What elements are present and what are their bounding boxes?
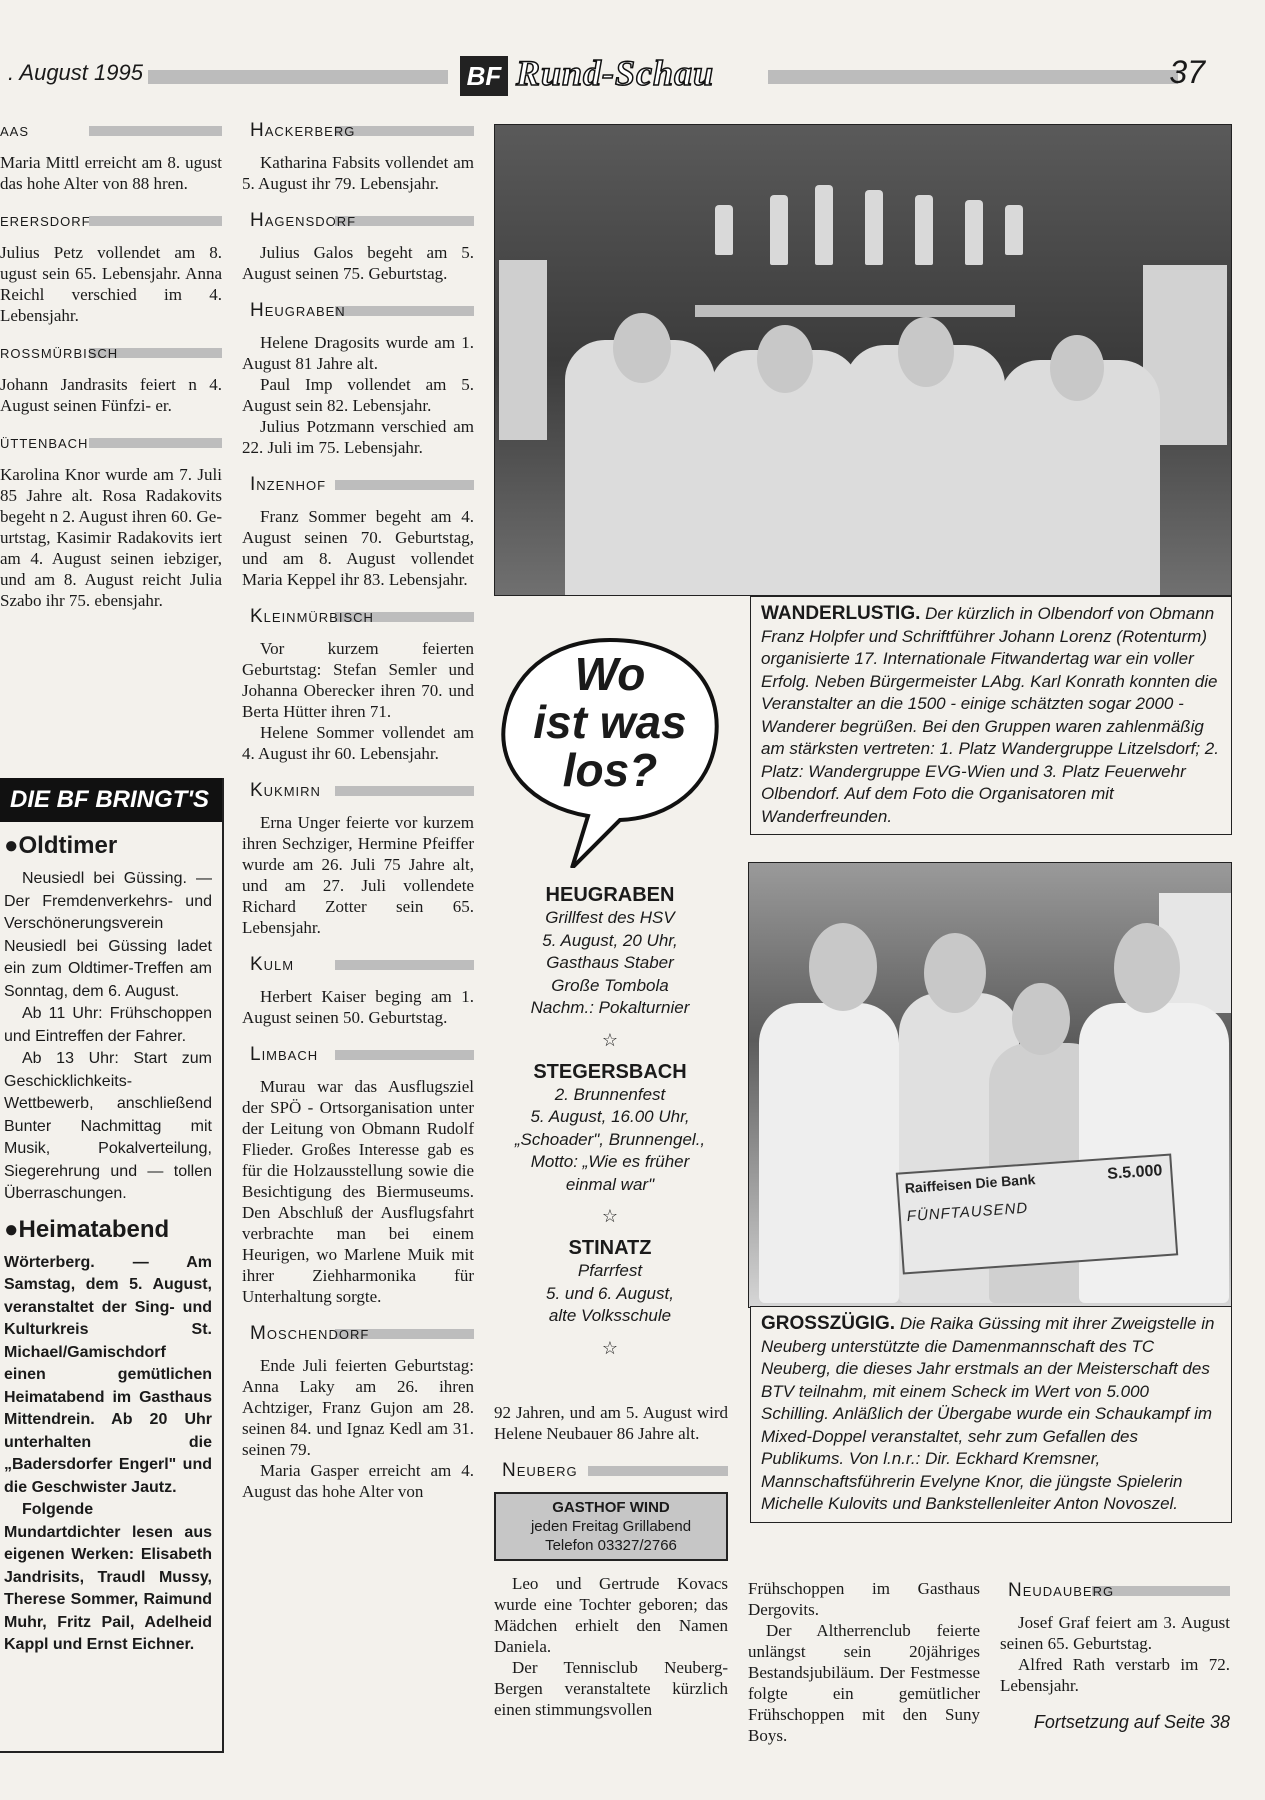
section-text: Paul Imp vollendet am 5. August sein 82. Lebensjahr.	[242, 375, 474, 415]
person-head	[1012, 983, 1070, 1055]
star-icon: ☆	[601, 1337, 619, 1358]
person-head	[613, 313, 671, 383]
section-heading: Neuberg	[494, 1458, 728, 1484]
event-line: „Schoader", Brunnengel.,	[514, 1129, 706, 1149]
event-stegersbach	[494, 1061, 726, 1197]
cheque-words: FÜNFTAUSEND	[906, 1199, 1029, 1226]
caption-text: Die Raika Güssing mit ihrer Zweigstelle in Neuberg unterstützte die Damenmannschaft des TC Neuberg, die dieses Jahr erstmals an der Meisterschaft des BTV teilnahm, mit einem Scheck im Wert von 5.000 Schilling. Anläßlich der Übergabe wurde ein Schaukampf im Mixed-Doppel veranstaltet, sehr zum Gefallen des Publikums. Von l.n.r.: Dir. Eckhard Kremsner, Mannschaftsführerin Evelyne Knor, die jüngste Spielerin Michelle Kulovits und Bankstellenleiter Anton Novoszel.	[761, 1314, 1215, 1513]
caption-grosszuegig	[750, 1306, 1232, 1523]
heimatabend-heading: ● Heimatabend	[4, 1216, 212, 1244]
section-text: Alfred Rath verstarb im 72. Lebensjahr.	[1000, 1655, 1230, 1695]
window-left	[499, 260, 547, 440]
event-line: 2. Brunnenfest	[554, 1084, 666, 1104]
section-grossmuerbisch	[0, 340, 222, 416]
section-guettenbach	[0, 430, 222, 611]
section-text: Johann Jandrasits feiert n 4. August seinen Fünfzi- er.	[0, 375, 222, 415]
section-text: Leo und Gertrude Kovacs wurde eine Tochter geboren; das Mädchen erhielt den Namen Daniela.	[494, 1574, 728, 1656]
trophy-icon	[915, 195, 933, 265]
event-line: alte Volksschule	[548, 1306, 672, 1325]
bubble-line: los?	[562, 744, 658, 796]
page-number: 37	[1169, 54, 1205, 90]
cheque	[896, 1153, 1178, 1274]
event-heugraben	[494, 884, 726, 1020]
section-text: Erna Unger feierte vor kurzem ihren Sechziger, Hermine Pfeiffer wurde am 26. Juli 75 Jahre alt, und am 27. Juli vollendete Richard Zotter sein 65. Lebensjahr.	[242, 813, 474, 937]
section-text: Julius Potzmann verschied am 22. Juli im 75. Lebensjahr.	[242, 417, 474, 457]
bf-bringts-box	[0, 778, 224, 1753]
section-text: Maria Mittl erreicht am 8. ugust das hohe Alter von 88 hren.	[0, 153, 222, 193]
heimatabend-text: Folgende Mundartdichter lesen aus eigenen Werken: Elisabeth Jandrisits, Traudl Mussy, Therese Sommer, Raimund Muhr, Fritz Pail, Adelheid Kappl und Ernst Eichner.	[4, 1501, 212, 1653]
section-heading: aas	[0, 118, 222, 144]
section-text: Maria Gasper erreicht am 4. August das hohe Alter von	[242, 1461, 474, 1501]
trophy-icon	[965, 200, 983, 265]
event-line: Motto: „Wie es früher	[530, 1152, 690, 1171]
event-stinatz	[494, 1237, 726, 1328]
section-heugraben	[242, 298, 474, 458]
header-rule-right	[768, 70, 1178, 84]
section-heading: Hagensdorf	[242, 208, 474, 234]
section-text: Katharina Fabsits vollendet am 5. August ihr 79. Lebensjahr.	[242, 153, 474, 193]
bubble-line: ist was	[533, 696, 687, 748]
section-limbach	[242, 1042, 474, 1307]
caption-text: Der kürzlich in Olbendorf von Obmann Franz Holpfer und Schriftführer Johann Lorenz (Rotenturm) organisierte 17. Internationale Fitwandertag war ein voller Erfolg. Neben Bürgermeister LAbg. Karl Konrath konnten die Veranstalter an die 1500 - einige schätzten sogar 2000 - Wanderer begrüßen. Bei den Gruppen waren zahlenmäßig am stärksten vertreten: 1. Platz Wandergruppe Litzelsdorf; 2. Platz: Wandergruppe EVG-Wien und 3. Platz Feuerwehr Olbendorf. Auf dem Foto die Organisatoren mit Wanderfreunden.	[761, 604, 1219, 826]
section-text: Ende Juli feierten Geburtstag: Anna Laky am 26. ihren Achtziger, Franz Gujon am 28. seinen 84. und Ignaz Kedl am 31. seinen 79.	[242, 1356, 474, 1459]
photo-grosszuegig	[748, 862, 1232, 1308]
section-text: Helene Sommer vollendet am 4. August ihr 60. Lebensjahr.	[242, 723, 474, 763]
person-head	[898, 317, 954, 387]
star-icon: ☆	[601, 1206, 619, 1226]
person-head	[1114, 923, 1180, 1013]
section-gerersdorf	[0, 208, 222, 326]
section-heading: Neudauberg	[1000, 1578, 1230, 1604]
column-4-bottom	[748, 1578, 980, 1746]
photo-wanderlustig	[494, 124, 1232, 596]
section-heading: erersdorf	[0, 208, 222, 234]
section-text: Vor kurzem feierten Geburtstag: Stefan Semler und Johanna Oberecker ihren 70. und Berta Hütter ihren 71.	[242, 639, 474, 721]
section-text: Julius Petz vollendet am 8. ugust sein 65. Lebensjahr. Anna Reichl verschied im 4. Lebensjahr.	[0, 243, 222, 325]
trophy-shelf	[695, 305, 1015, 317]
trophy-icon	[715, 205, 733, 255]
event-line: einmal war"	[565, 1174, 655, 1194]
cheque-bank: Raiffeisen Die Bank	[904, 1171, 1036, 1197]
oldtimer-text: Ab 11 Uhr: Frühschoppen und Eintreffen der Fahrer.	[4, 1005, 212, 1045]
section-heading: Limbach	[242, 1042, 474, 1068]
section-heading: üttenbach	[0, 430, 222, 456]
ad-line: Telefon 03327/2766	[545, 1537, 677, 1554]
event-line: Grillfest des HSV	[545, 908, 675, 927]
column-1	[0, 118, 222, 625]
trophy-icon	[770, 195, 788, 265]
event-line: Pfarrfest	[577, 1261, 643, 1280]
person-head	[1050, 335, 1104, 401]
section-hagensdorf	[242, 208, 474, 284]
section-inzenhof	[242, 472, 474, 590]
rundschau-logo: Rund-Schau	[516, 53, 715, 93]
issue-date: . August 1995	[8, 60, 143, 85]
caption-wanderlustig	[750, 596, 1232, 835]
section-moschendorf	[242, 1321, 474, 1502]
bubble-text	[490, 650, 730, 794]
wo-ist-was-los-bubble	[490, 628, 730, 868]
section-text: Der Tennisclub Neuberg-Bergen veranstaltete kürzlich einen stimmungsvollen	[494, 1658, 728, 1719]
column-3-bottom	[494, 1402, 728, 1720]
oldtimer-text: Neusiedl bei Güssing. — Der Fremdenverkehrs- und Verschönerungsverein Neusiedl bei Güssing ladet ein zum Oldtimer-Treffen am Sonntag, dem 6. August.	[4, 870, 212, 1000]
section-text: Karolina Knor wurde am 7. Juli 85 Jahre alt. Rosa Radakovits begeht n 2. August ihren 60. Ge- urtstag, Kasimir Radakovits iert am 4. August seinen iebziger, und am 8. August reicht Julia Szabo ihr 75. ebensjahr.	[0, 465, 222, 610]
section-text: Frühschoppen im Gasthaus Dergovits.	[748, 1579, 980, 1619]
person-head	[809, 923, 877, 1011]
gasthof-wind-ad	[494, 1492, 728, 1561]
event-line: Nachm.: Pokalturnier	[530, 998, 690, 1017]
heimatabend-text: Wörterberg. — Am Samstag, dem 5. August, veranstaltet der Sing- und Kulturkreis St. Michael/Gamischdorf einen gemütlichen Heimatabend im Gasthaus Mittendrein. Ab 20 Uhr unterhalten die „Badersdorfer Engerl" und die Geschwister Jautz.	[4, 1253, 212, 1496]
event-line: 5. August, 20 Uhr,	[542, 930, 678, 950]
bf-bringts-title: DIE BF BRINGT'S	[0, 778, 222, 822]
event-line: Große Tombola	[551, 975, 669, 995]
section-kulm	[242, 952, 474, 1028]
star-icon: ☆	[601, 1029, 619, 1050]
ad-line: jeden Freitag Grillabend	[530, 1518, 692, 1535]
section-heading: rossmürbisch	[0, 340, 222, 366]
section-hackerberg	[242, 118, 474, 194]
event-line: 5. August, 16.00 Uhr,	[530, 1107, 690, 1126]
section-text: Julius Galos begeht am 5. August seinen 75. Geburtstag.	[242, 243, 474, 283]
column-5-bottom	[1000, 1578, 1230, 1733]
events-column	[494, 880, 726, 1369]
bf-logo: BF	[460, 56, 508, 96]
event-title: STEGERSBACH	[533, 1060, 687, 1083]
ad-line: GASTHOF WIND	[552, 1499, 670, 1516]
section-heading: Kukmirn	[242, 778, 474, 804]
section-text: Franz Sommer begeht am 4. August seinen 70. Geburtstag, und am 8. August vollendet Maria Keppel ihr 83. Lebensjahr.	[242, 507, 474, 589]
caption-heading: GROSSZÜGIG.	[761, 1313, 896, 1334]
event-line: Gasthaus Staber	[546, 953, 674, 972]
person-head	[924, 933, 986, 1013]
section-gaas	[0, 118, 222, 194]
continuation-note: Fortsetzung auf Seite 38	[1033, 1712, 1230, 1732]
section-kleinmuerbisch	[242, 604, 474, 764]
section-kukmirn	[242, 778, 474, 938]
event-line: 5. und 6. August,	[546, 1283, 674, 1303]
section-heading: Moschendorf	[242, 1321, 474, 1347]
bubble-line: Wo	[574, 648, 646, 700]
section-heading: Hackerberg	[242, 118, 474, 144]
section-heading: Heugraben	[242, 298, 474, 324]
caption-heading: WANDERLUSTIG.	[761, 603, 921, 624]
section-heading: Inzenhof	[242, 472, 474, 498]
person-head	[757, 325, 813, 393]
column-2	[242, 118, 474, 1516]
event-title: STINATZ	[568, 1237, 652, 1259]
bf-bringts-content	[0, 832, 222, 1657]
section-heading: Kleinmürbisch	[242, 604, 474, 630]
continued-text: 92 Jahren, und am 5. August wird Helene Neubauer 86 Jahre alt.	[494, 1403, 728, 1443]
oldtimer-text: Ab 13 Uhr: Start zum Geschicklichkeits-Wettbewerb, anschließend Bunter Nachmittag mit Musik, Pokalverteilung, Siegerehrung und — tollen Überraschungen.	[4, 1050, 212, 1202]
trophy-icon	[865, 190, 883, 265]
header-rule-left	[148, 70, 448, 84]
trophy-icon	[815, 185, 833, 265]
oldtimer-heading: ● Oldtimer	[4, 832, 212, 860]
cheque-amount: S.5.000	[1106, 1162, 1163, 1183]
person	[759, 1003, 899, 1303]
section-text: Murau war das Ausflugsziel der SPÖ - Ortsorganisation unter der Leitung von Obmann Rudolf Flieder. Großes Interesse gab es für die Holzausstellung sowie die Besichtigung des Biermuseums. Den Abschluß der Ausflugsfahrt verbrachte man bei einem Heurigen, wo Marlene Muik mit ihrer Ziehharmonika für Unterhaltung sorgte.	[242, 1077, 474, 1306]
event-title: HEUGRABEN	[545, 884, 675, 906]
trophy-icon	[1005, 205, 1023, 255]
section-heading: Kulm	[242, 952, 474, 978]
section-text: Der Altherrenclub feierte unlängst sein 20jähriges Bestandsjubiläum. Der Festmesse folgte ein gemütlicher Frühschoppen mit den Suny Boys.	[748, 1621, 980, 1745]
section-text: Josef Graf feiert am 3. August seinen 65. Geburtstag.	[1000, 1613, 1230, 1653]
section-text: Herbert Kaiser beging am 1. August seinen 50. Geburtstag.	[242, 987, 474, 1027]
section-text: Helene Dragosits wurde am 1. August 81 Jahre alt.	[242, 333, 474, 373]
